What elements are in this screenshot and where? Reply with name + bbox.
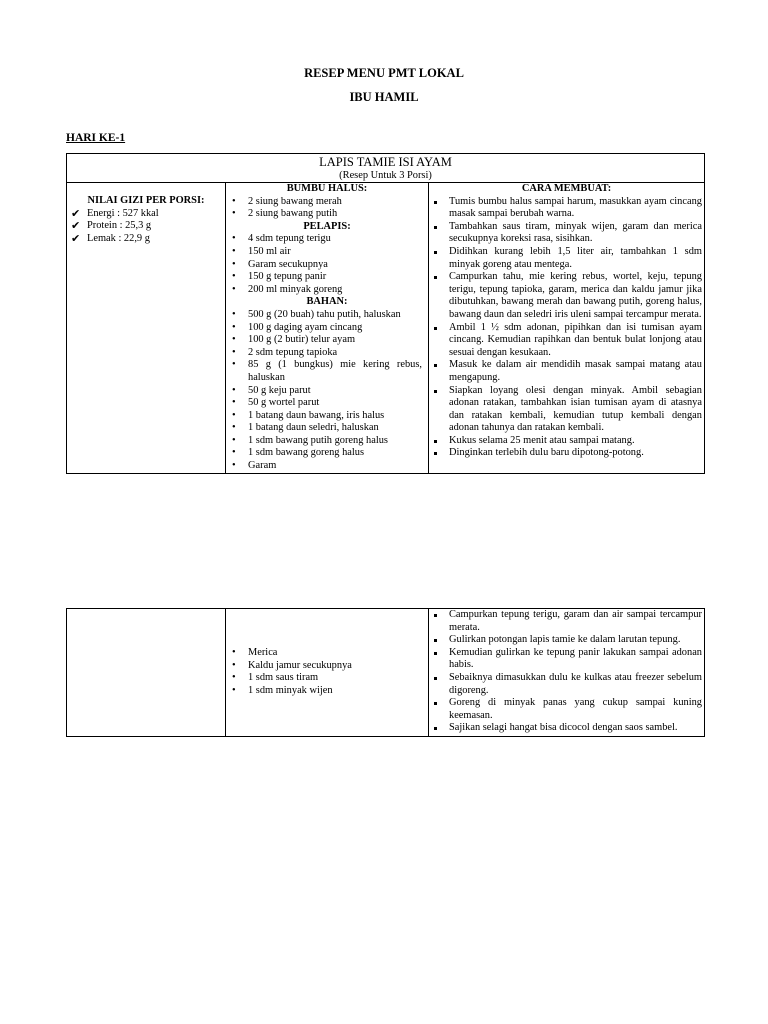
ingredient-item: • 1 sdm saus tiram (226, 672, 428, 685)
ingredient-item: • Merica (226, 647, 428, 660)
bahan-list-continued (226, 647, 428, 697)
recipe-table-continued (66, 608, 705, 737)
step-item: Masuk ke dalam air mendidih masak sampai matang atau mengapung. (429, 359, 704, 384)
step-item: Ambil 1 ½ sdm adonan, pipihkan dan isi tumisan ayam cincang. Kemudian rapihkan dan bentuk bulat lonjong atau sesuai dengan kesukaan. (429, 322, 704, 360)
cara-list (429, 196, 704, 460)
ingredient-item: • 2 siung bawang merah (226, 196, 428, 209)
ingredient-item: • 2 sdm tepung tapioka (226, 347, 428, 360)
ingredient-item: • 1 sdm minyak wijen (226, 685, 428, 698)
ingredient-item: • 100 g (2 butir) telur ayam (226, 334, 428, 347)
document-title: RESEP MENU PMT LOKAL (304, 66, 464, 80)
ingredient-item: • 150 g tepung panir (226, 271, 428, 284)
ingredient-item: • Garam secukupnya (226, 259, 428, 272)
recipe-table (66, 153, 705, 474)
step-item: Tambahkan saus tiram, minyak wijen, garam dan merica secukupnya koreksi rasa, sisihkan. (429, 221, 704, 246)
ingredient-item: • 200 ml minyak goreng (226, 284, 428, 297)
recipe-name: LAPIS TAMIE ISI AYAM (319, 155, 452, 169)
pelapis-heading: PELAPIS: (303, 220, 351, 232)
ingredient-item: • 50 g wortel parut (226, 397, 428, 410)
recipe-header (67, 154, 704, 183)
step-item: Didihkan kurang lebih 1,5 liter air, tambahkan 1 sdm minyak goreng atau mentega. (429, 246, 704, 271)
pelapis-list (226, 233, 428, 296)
ingredient-item: • 1 sdm bawang putih goreng halus (226, 435, 428, 448)
checkmark-icon: ✔ (71, 232, 81, 245)
nutrition-item: ✔ Lemak : 22,9 g (71, 232, 150, 245)
steps-column (429, 183, 704, 473)
nutrition-column-empty (67, 609, 226, 736)
ingredient-item: • 150 ml air (226, 246, 428, 259)
ingredients-column (226, 609, 429, 736)
checkmark-icon: ✔ (71, 207, 81, 220)
bahan-heading: BAHAN: (306, 296, 348, 308)
nutrition-list (67, 208, 225, 246)
ingredient-item: • 1 batang daun bawang, iris halus (226, 410, 428, 423)
ingredient-item: • 1 sdm bawang goreng halus (226, 447, 428, 460)
ingredient-item: • 4 sdm tepung terigu (226, 233, 428, 246)
bahan-list (226, 309, 428, 473)
ingredient-item: • 1 batang daun seledri, haluskan (226, 422, 428, 435)
step-item: Tumis bumbu halus sampai harum, masukkan ayam cincang masak sampai berubah warna. (429, 196, 704, 221)
steps-column (429, 609, 704, 736)
step-item: Gulirkan potongan lapis tamie ke dalam larutan tepung. (429, 634, 704, 647)
step-item: Sajikan selagi hangat bisa dicocol dengan saos sambel. (429, 722, 704, 735)
recipe-portion: (Resep Untuk 3 Porsi) (339, 170, 432, 181)
bumbu-list (226, 196, 428, 221)
checkmark-icon: ✔ (71, 220, 81, 233)
step-item: Campurkan tepung terigu, garam dan air sampai tercampur merata. (429, 609, 704, 634)
step-item: Kemudian gulirkan ke tepung panir lakukan sampai adonan habis. (429, 647, 704, 672)
bumbu-heading: BUMBU HALUS: (286, 183, 368, 194)
step-item: Sebaiknya dimasukkan dulu ke kulkas atau freezer sebelum digoreng. (429, 672, 704, 697)
ingredient-item: • 85 g (1 bungkus) mie kering rebus, haluskan (226, 359, 428, 384)
nutrition-column (67, 183, 226, 473)
day-heading: HARI KE-1 (66, 132, 126, 144)
step-item: Kukus selama 25 menit atau sampai matang. (429, 435, 704, 448)
cara-list-continued (429, 609, 704, 735)
ingredient-item: • Kaldu jamur secukupnya (226, 660, 428, 673)
nutrition-item: ✔ Energi : 527 kkal (71, 207, 159, 220)
ingredient-item: • 50 g keju parut (226, 385, 428, 398)
step-item: Goreng di minyak panas yang cukup sampai kuning keemasan. (429, 697, 704, 722)
document-subtitle: IBU HAMIL (349, 90, 419, 104)
ingredient-item: • 2 siung bawang putih (226, 208, 428, 221)
ingredients-column (226, 183, 429, 473)
cara-heading: CARA MEMBUAT: (521, 183, 612, 194)
nutrition-label: NILAI GIZI PER PORSI: (87, 195, 205, 206)
ingredient-item: • Garam (226, 460, 428, 473)
step-item: Siapkan loyang olesi dengan minyak. Ambil sebagian adonan ratakan, tambahkan isian tumisan ayam di atasnya dan ratakan kembali, kemudian tutup kembali dengan adonan tahunya dan ratakan kembali. (429, 385, 704, 435)
nutrition-item: ✔ Protein : 25,3 g (71, 220, 152, 233)
step-item: Campurkan tahu, mie kering rebus, wortel, keju, tepung terigu, tepung tapioka, garam, merica dan kaldu jamur jika dibutuhkan, bawang merah dan bawang putih, goreng halus, bawang daun dan seledri iris uleni sampai tercampur merata. (429, 271, 704, 321)
ingredient-item: • 500 g (20 buah) tahu putih, haluskan (226, 309, 428, 322)
ingredient-item: • 100 g daging ayam cincang (226, 322, 428, 335)
step-item: Dinginkan terlebih dulu baru dipotong-potong. (429, 447, 704, 460)
